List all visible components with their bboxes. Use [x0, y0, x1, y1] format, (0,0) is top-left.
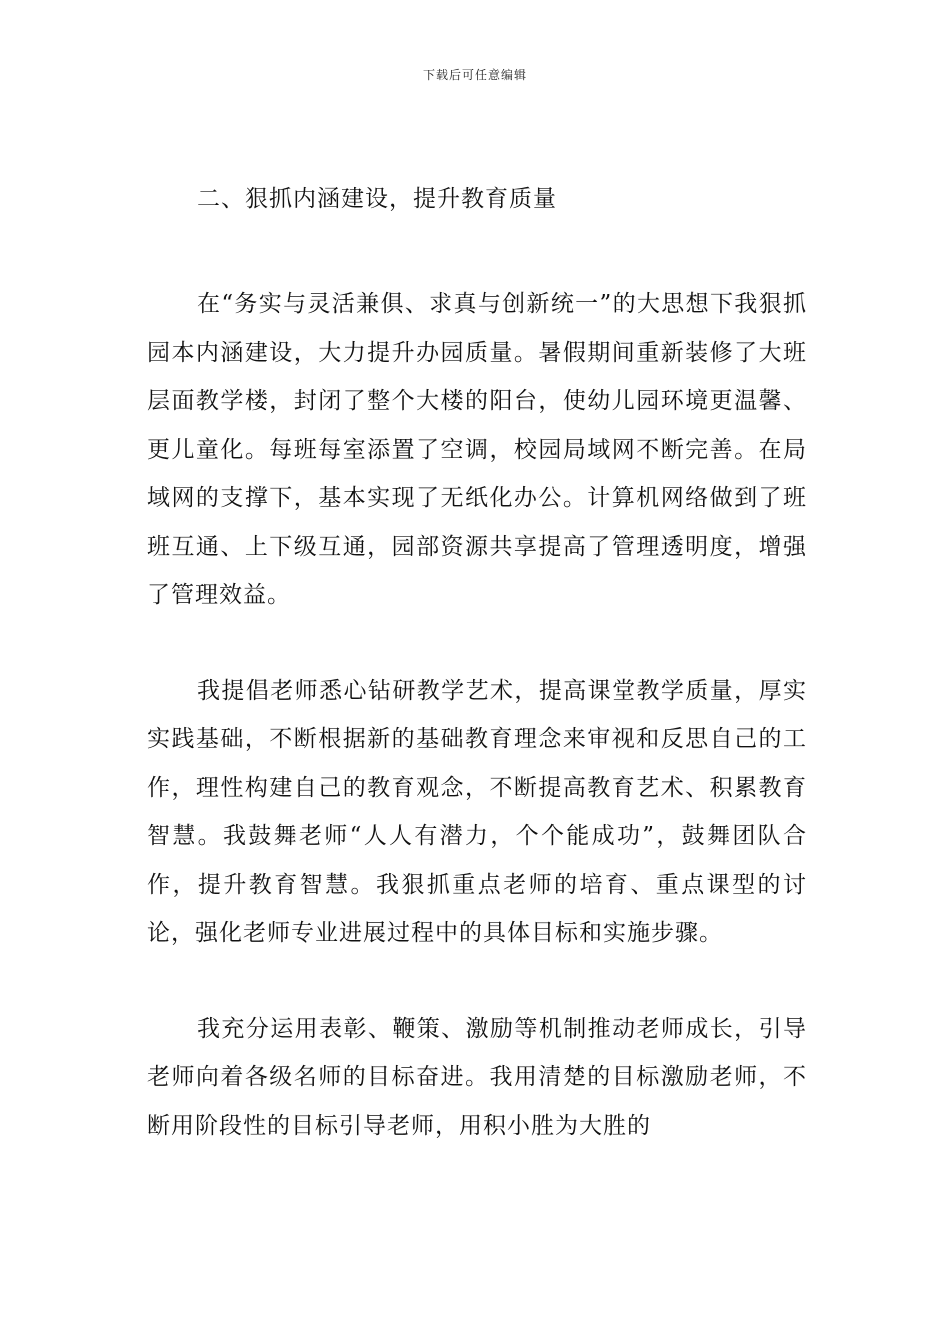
header-note: 下载后可任意编辑	[422, 68, 527, 82]
section-heading: 二、狠抓内涵建设，提升教育质量	[197, 186, 557, 212]
document-body	[147, 180, 807, 1197]
paragraph: 在“务实与灵活兼俱、求真与创新统一”的大思想下我狠抓园本内涵建设，大力提升办园质量。暑假期间重新装修了大班层面教学楼，封闭了整个大楼的阳台，使幼儿园环境更温馨、更儿童化。每班每室添置了空调，校园局域网不断完善。在局域网的支撑下，基本实现了无纸化办公。计算机网络做到了班班互通、上下级互通，园部资源共享提高了管理透明度，增强了管理效益。	[147, 291, 807, 608]
paragraph: 我提倡老师悉心钻研教学艺术，提高课堂教学质量，厚实实践基础，不断根据新的基础教育理念来审视和反思自己的工作，理性构建自己的教育观念，不断提高教育艺术、积累教育智慧。我鼓舞老师“人人有潜力，个个能成功”，鼓舞团队合作，提升教育智慧。我狠抓重点老师的培育、重点课型的讨论，强化老师专业进展过程中的具体目标和实施步骤。	[147, 677, 807, 946]
paragraph: 我充分运用表彰、鞭策、激励等机制推动老师成长，引导老师向着各级名师的目标奋进。我用清楚的目标激励老师，不断用阶段性的目标引导老师，用积小胜为大胜的	[147, 1015, 807, 1139]
